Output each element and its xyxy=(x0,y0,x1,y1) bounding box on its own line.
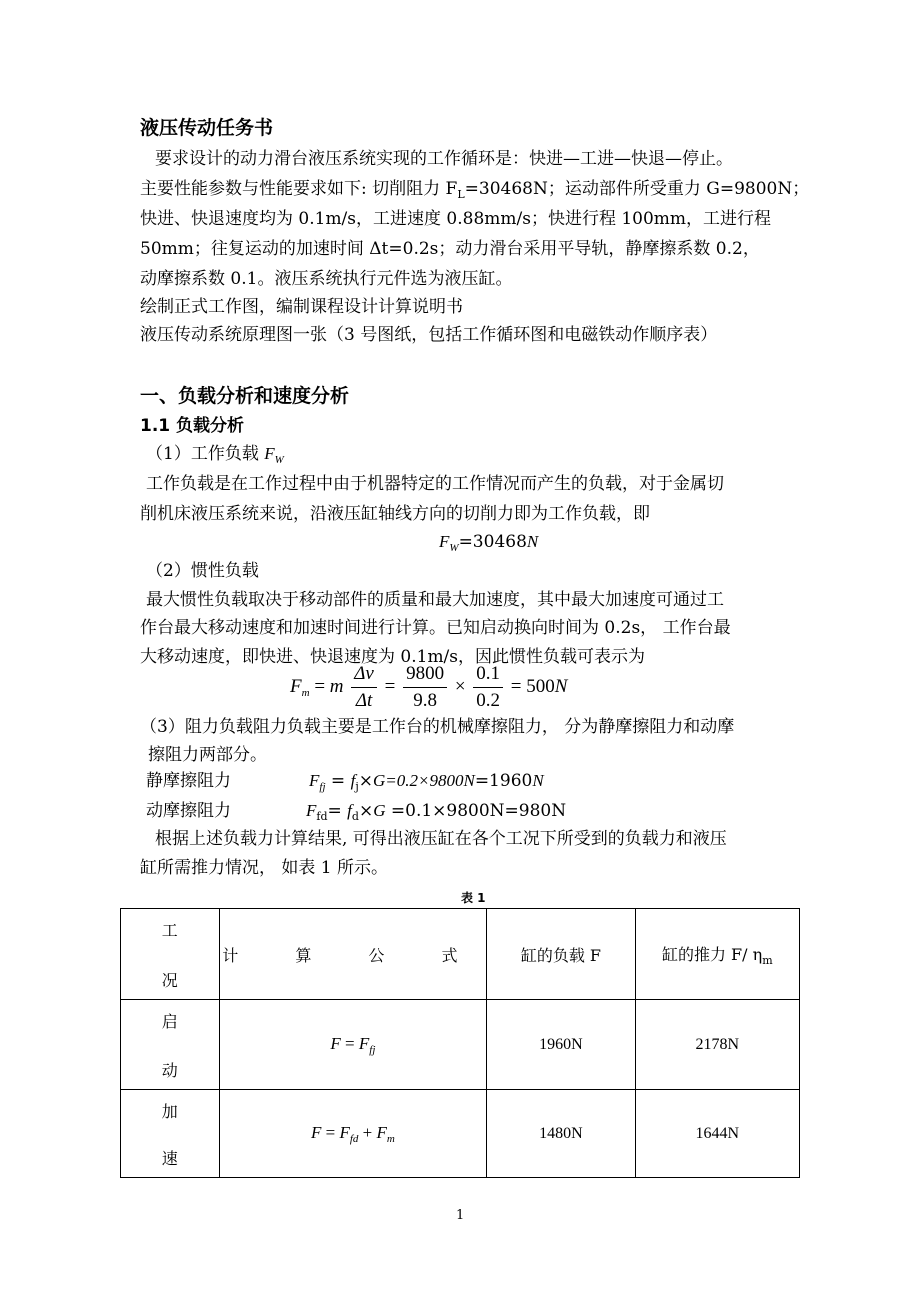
df-G: G xyxy=(373,801,386,820)
row-thrust: 1644N xyxy=(635,1090,799,1178)
fraction-numerator: Δv xyxy=(351,663,377,688)
sf-f-sub: j xyxy=(355,780,359,793)
static-friction-label: 静摩擦阻力 xyxy=(146,771,231,791)
df-times: × xyxy=(358,801,374,821)
sf-rest: =0.2×9800 xyxy=(385,771,464,790)
header-load: 缸的负载 F xyxy=(487,909,635,1000)
row-thrust: 2178N xyxy=(635,1000,799,1090)
inertia-eq-lhs-sub: m xyxy=(301,686,310,699)
row-formula xyxy=(219,1000,487,1090)
formula-rhs-sub: fj xyxy=(369,1043,376,1056)
inertia-eq-unit: N xyxy=(554,675,568,697)
inertia-eq-equals-2: = xyxy=(384,675,396,697)
work-load-para-2: 削机床液压系统来说，沿液压缸轴线方向的切削力即为工作负载，即 xyxy=(140,504,650,524)
inertia-eq-fraction-mass xyxy=(403,663,447,712)
header-formula-text: 计 算 公 式 xyxy=(222,945,484,965)
fraction-denominator: 9.8 xyxy=(413,690,437,711)
header-condition xyxy=(121,909,220,1000)
intro-line-2-rest: =30468N；运动部件所受重力 G=9800N； xyxy=(464,179,810,199)
dynamic-friction-label: 动摩擦阻力 xyxy=(146,801,231,821)
summary-para-2: 缸所需推力情况， 如表 1 所示。 xyxy=(140,858,389,878)
header-thrust xyxy=(635,909,799,1000)
formula-lhs: F xyxy=(310,1122,322,1142)
subsection-heading: 1.1 负载分析 xyxy=(140,416,245,436)
intro-line-2-text: 主要性能参数与性能要求如下: 切削阻力 F xyxy=(140,179,458,199)
row-load: 1480N xyxy=(487,1090,635,1178)
df-eq: = xyxy=(327,801,348,821)
sf-times: × xyxy=(358,771,373,791)
df-F: F xyxy=(306,801,317,820)
formula-rhs2-sub: m xyxy=(386,1132,395,1145)
formula-eq: = xyxy=(340,1033,359,1053)
load-table xyxy=(120,908,800,1178)
table-row xyxy=(121,1000,800,1090)
formula-rhs: F xyxy=(358,1033,370,1053)
sf-F-sub: fj xyxy=(319,781,326,793)
header-thrust-sub: m xyxy=(762,953,773,967)
row-condition xyxy=(121,1090,220,1178)
inertia-para-1: 最大惯性负载取决于移动部件的质量和最大加速度，其中最大加速度可通过工 xyxy=(146,590,724,610)
section-heading: 一、负载分析和速度分析 xyxy=(140,385,350,407)
formula-rhs-sub: fd xyxy=(349,1132,359,1145)
work-load-symbol-sub: W xyxy=(274,454,284,466)
df-f-sub: d xyxy=(351,810,359,823)
sf-value: =1960 xyxy=(474,771,533,791)
fraction-denominator: Δt xyxy=(355,690,373,711)
row-condition-top: 加 xyxy=(161,1101,178,1121)
df-rest: =0.1×9800N=980N xyxy=(385,801,567,821)
formula-eq: = xyxy=(321,1122,340,1142)
work-load-label-text: （1）工作负载 xyxy=(146,444,265,464)
header-thrust-text: 缸的推力 F/ η xyxy=(661,944,763,964)
inertia-eq-result: = 500 xyxy=(510,675,555,697)
row-condition-bottom: 速 xyxy=(161,1148,178,1168)
fraction-numerator: 0.1 xyxy=(473,663,503,688)
sf-G: G xyxy=(372,771,386,790)
document-title: 液压传动任务书 xyxy=(140,117,274,139)
inertia-eq-mass: m xyxy=(329,675,344,697)
formula-rhs: F xyxy=(339,1122,350,1142)
header-formula xyxy=(219,909,487,1000)
sf-N2: N xyxy=(532,771,544,790)
formula-rhs2: F xyxy=(376,1122,387,1142)
friction-para-2: 擦阻力两部分。 xyxy=(148,745,267,765)
eq-value: =30468 xyxy=(458,532,527,552)
inertia-eq-fraction-accel xyxy=(473,663,503,712)
inertia-eq-equals-1: = xyxy=(314,675,326,697)
fraction-numerator: 9800 xyxy=(403,663,447,688)
table-caption: 表 1 xyxy=(461,891,486,905)
formula-plus: + xyxy=(358,1122,377,1142)
intro-line-2-subscript: L xyxy=(457,188,465,201)
summary-para-1: 根据上述负载力计算结果, 可得出液压缸在各个工况下所受到的负载力和液压 xyxy=(155,829,727,849)
row-condition-bottom: 动 xyxy=(161,1060,178,1080)
inertia-para-3: 大移动速度，即快进、快退速度为 0.1m/s，因此惯性负载可表示为 xyxy=(140,647,646,667)
df-f: f xyxy=(347,801,352,820)
intro-line-4: 50mm；往复运动的加速时间 Δt=0.2s；动力滑台采用平导轨，静摩擦系数 0.2， xyxy=(140,239,760,259)
work-load-symbol: F xyxy=(264,444,275,463)
intro-line-5: 动摩擦系数 0.1。液压系统执行元件选为液压缸。 xyxy=(140,269,513,289)
table-header-row xyxy=(121,909,800,1000)
intro-line-3: 快进、快退速度均为 0.1m/s，工进速度 0.88mm/s；快进行程 100mm，工进行程 xyxy=(140,209,772,229)
row-condition xyxy=(121,1000,220,1090)
inertia-eq-lhs: F xyxy=(290,675,302,697)
inertia-eq-fraction-dv-dt xyxy=(351,663,377,712)
intro-line-6: 绘制正式工作图，编制课程设计计算说明书 xyxy=(140,297,463,317)
row-condition-top: 启 xyxy=(161,1011,178,1031)
inertia-equation xyxy=(290,663,567,712)
inertia-para-2: 作台最大移动速度和加速时间进行计算。已知启动换向时间为 0.2s， 工作台最 xyxy=(140,618,731,638)
header-condition-bottom: 况 xyxy=(161,970,178,990)
sf-F: F xyxy=(309,771,320,790)
work-load-equation xyxy=(439,527,538,563)
row-formula xyxy=(219,1090,487,1178)
work-load-para-1: 工作负载是在工作过程中由于机器特定的工作情况而产生的负载，对于金属切 xyxy=(146,474,724,494)
inertia-eq-times: × xyxy=(454,675,466,697)
sf-eq: = xyxy=(325,771,351,791)
fraction-denominator: 0.2 xyxy=(476,690,501,711)
table-row xyxy=(121,1090,800,1178)
sf-f: f xyxy=(350,771,356,790)
row-load: 1960N xyxy=(487,1000,635,1090)
df-F-sub: fd xyxy=(316,810,328,823)
friction-para-1: （3）阻力负载阻力负载主要是工作台的机械摩擦阻力， 分为静摩擦阻力和动摩 xyxy=(140,717,735,737)
intro-line-7: 液压传动系统原理图一张（3 号图纸，包括工作循环图和电磁铁动作顺序表） xyxy=(140,325,718,345)
eq-symbol-sub: W xyxy=(449,542,459,554)
formula-lhs: F xyxy=(330,1033,341,1053)
intro-line-1: 要求设计的动力滑台液压系统实现的工作循环是：快进—工进—快退—停止。 xyxy=(155,149,733,169)
header-condition-top: 工 xyxy=(161,920,178,940)
eq-symbol: F xyxy=(439,532,450,551)
eq-unit: N xyxy=(526,532,539,551)
sf-N: N xyxy=(463,771,475,790)
page-number: 1 xyxy=(456,1208,465,1223)
inertia-load-label: （2）惯性负载 xyxy=(146,561,259,581)
